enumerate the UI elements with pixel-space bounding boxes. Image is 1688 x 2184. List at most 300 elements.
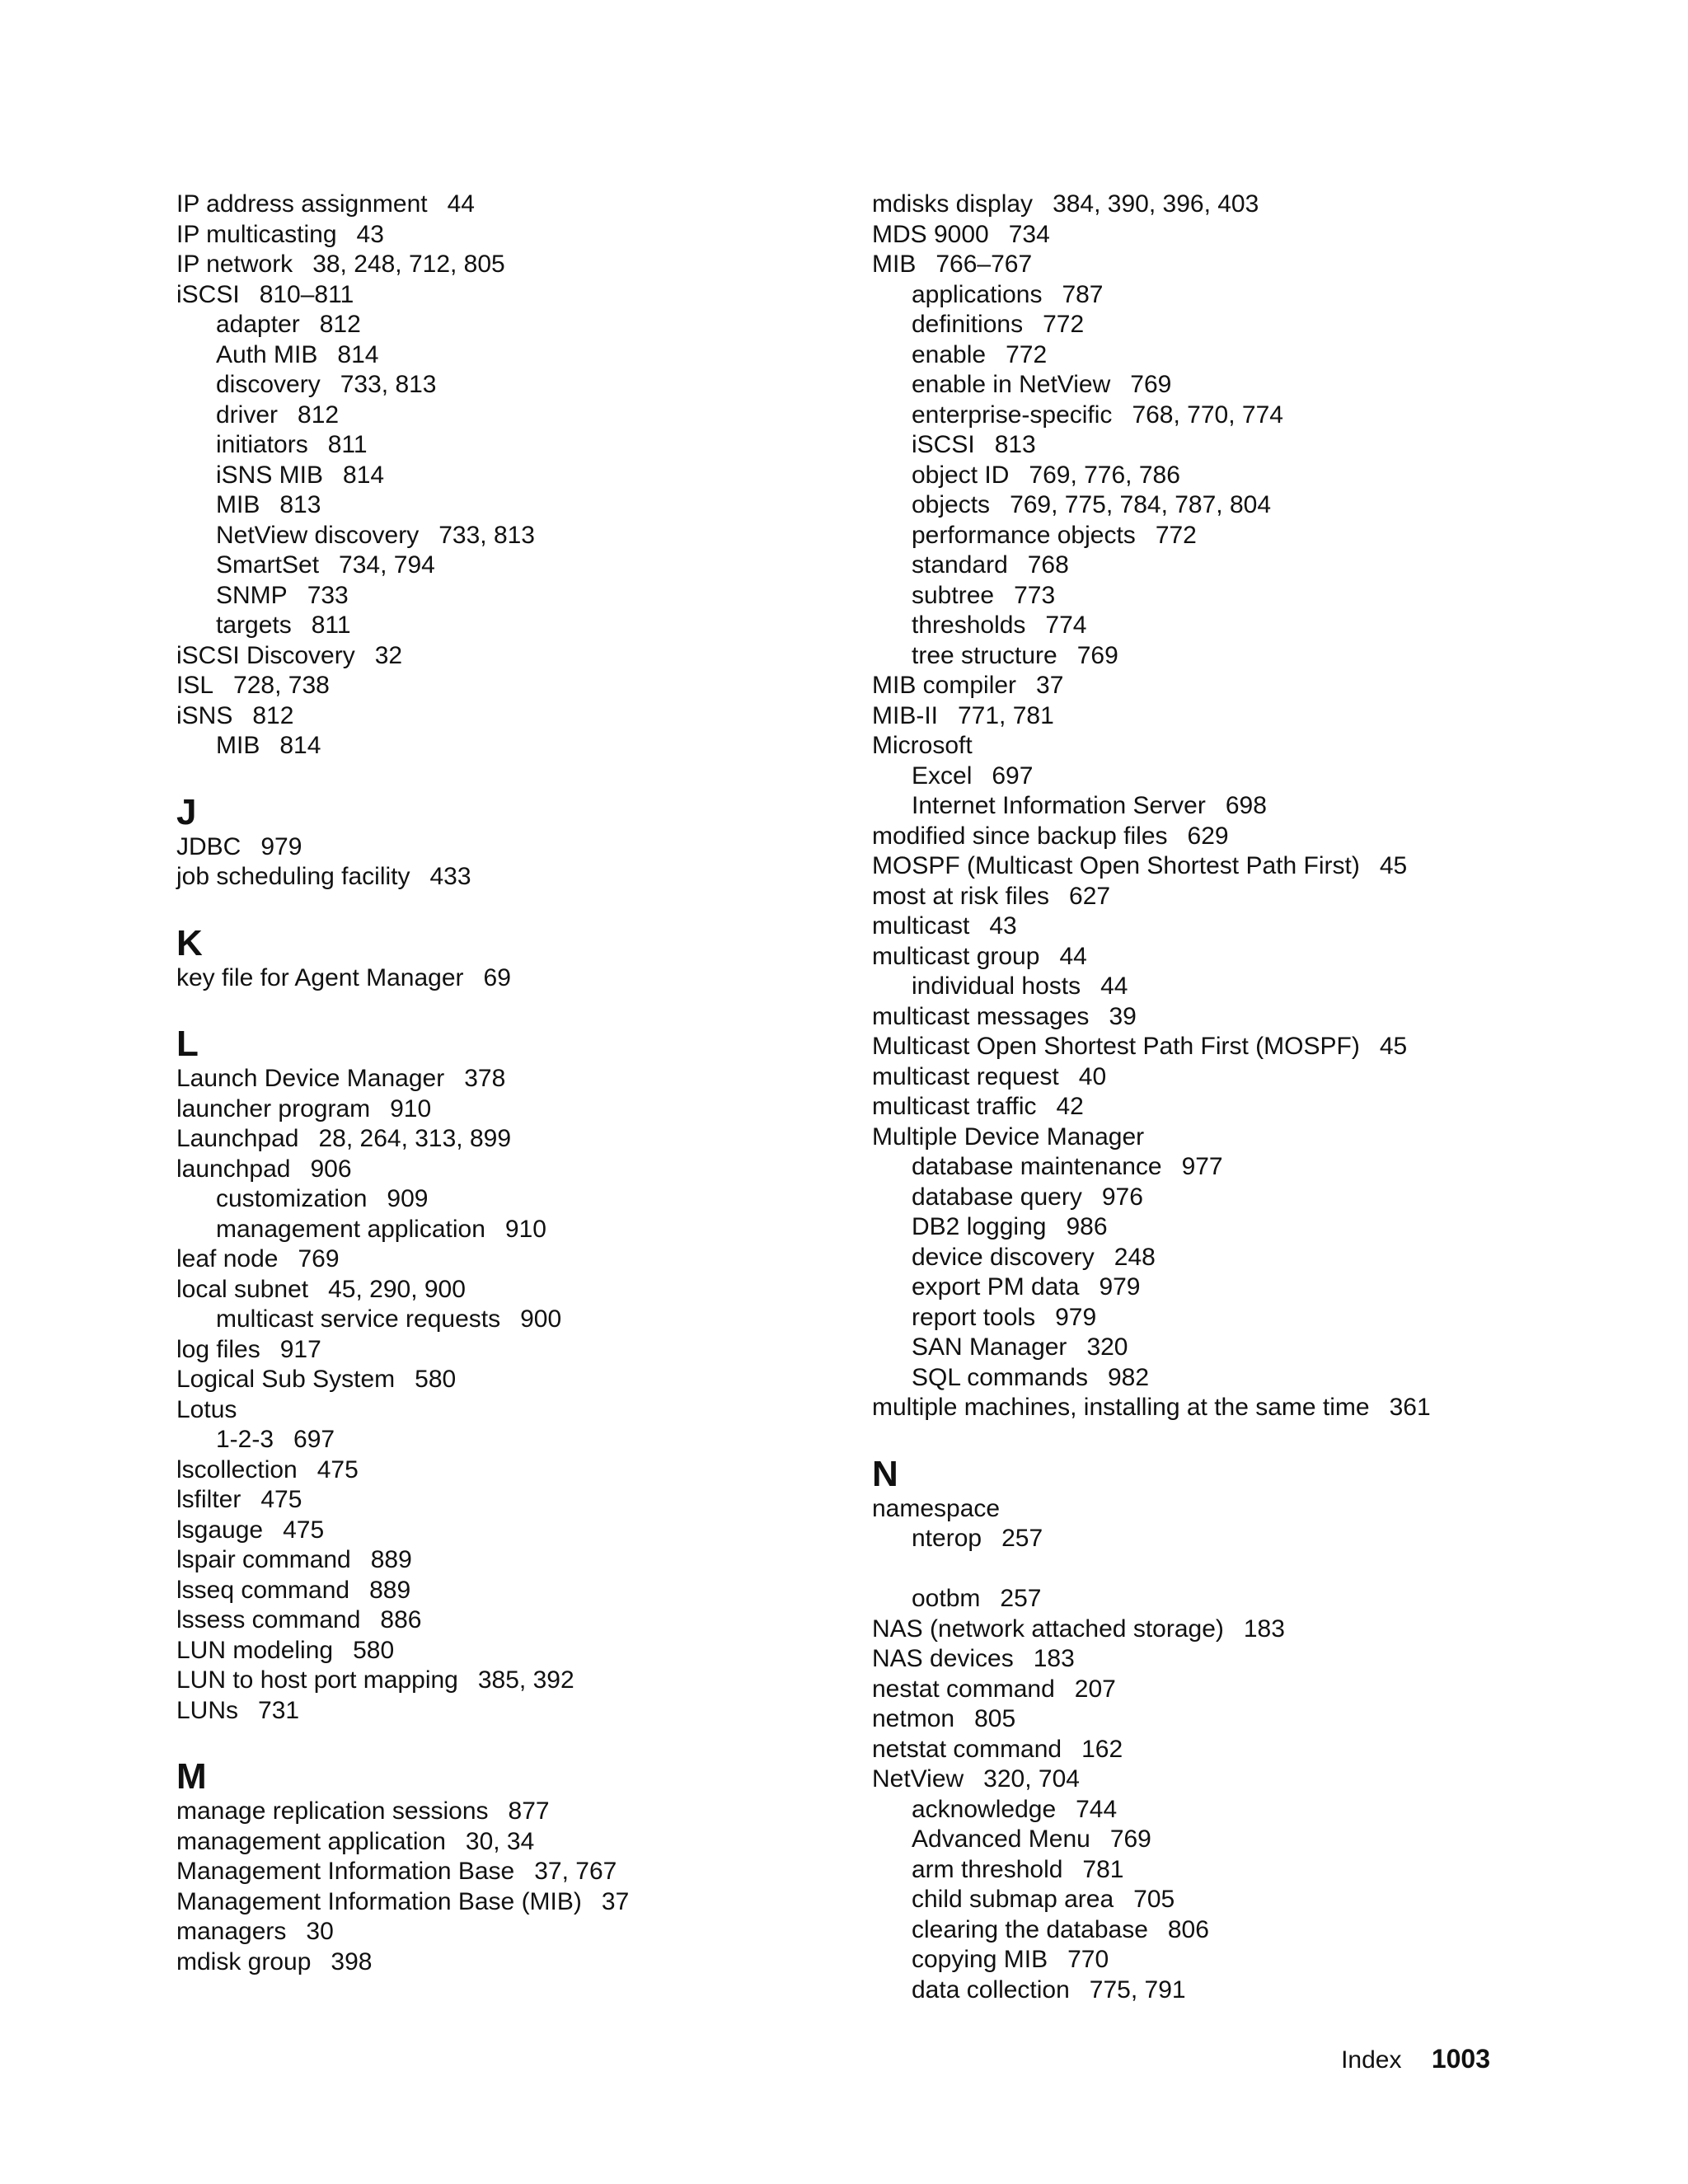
page-references: 979 — [1055, 1303, 1097, 1331]
index-entry — [176, 832, 836, 863]
index-entry — [176, 1605, 836, 1636]
page-references: 257 — [1001, 1525, 1043, 1552]
index-term: netmon — [872, 1705, 955, 1732]
index-term: DB2 logging — [912, 1213, 1047, 1240]
index-term: applications — [912, 280, 1043, 308]
index-subentry — [176, 1184, 836, 1215]
index-term: arm threshold — [912, 1855, 1063, 1883]
section-letter-heading: J — [176, 791, 197, 832]
index-entry — [176, 280, 836, 311]
index-entry — [176, 671, 836, 701]
page-references: 37, 767 — [534, 1858, 617, 1885]
page-references: 42 — [1056, 1093, 1084, 1120]
page-references: 45 — [1379, 1033, 1408, 1060]
index-term: multicast service requests — [216, 1305, 501, 1333]
index-subentry — [176, 461, 836, 491]
index-term: Logical Sub System — [176, 1366, 396, 1393]
index-entry — [872, 1494, 1614, 1525]
page-references: 733 — [307, 581, 349, 609]
page-references: 812 — [298, 401, 340, 429]
page-references: 813 — [279, 491, 321, 518]
page-references: 69 — [483, 963, 511, 991]
index-subentry — [176, 370, 836, 401]
page-references: 475 — [260, 1486, 302, 1513]
index-subentry — [176, 340, 836, 371]
index-term: launcher program — [176, 1094, 371, 1122]
page-references: 733, 813 — [438, 521, 535, 549]
index-subentry — [176, 521, 836, 551]
page-references: 734, 794 — [339, 551, 435, 579]
page-references: 982 — [1107, 1363, 1150, 1391]
index-term: objects — [912, 491, 991, 518]
index-entry — [176, 220, 836, 251]
index-term: management application — [216, 1215, 485, 1243]
page-references: 385, 392 — [477, 1666, 574, 1694]
index-entry — [872, 1122, 1614, 1153]
index-term: Advanced Menu — [912, 1825, 1090, 1853]
index-entry — [176, 1947, 836, 1978]
index-subentry — [872, 1363, 1614, 1394]
index-term: lscollection — [176, 1455, 298, 1483]
index-entry — [176, 1636, 836, 1666]
index-term: discovery — [216, 371, 321, 398]
index-term: management application — [176, 1827, 446, 1855]
index-subentry — [176, 581, 836, 612]
index-entry — [176, 1485, 836, 1516]
index-entry — [872, 671, 1614, 701]
index-term: report tools — [912, 1303, 1036, 1331]
index-term: iSCSI — [912, 431, 975, 458]
index-entry — [176, 1797, 836, 1827]
index-entry — [176, 1696, 836, 1727]
index-term: IP multicasting — [176, 220, 337, 248]
index-subentry — [176, 1425, 836, 1455]
index-subentry — [176, 490, 836, 521]
index-term: MIB — [216, 491, 260, 518]
page-references: 909 — [387, 1185, 429, 1212]
index-subentry — [872, 611, 1614, 641]
index-subentry — [872, 490, 1614, 521]
index-term: lsfilter — [176, 1486, 241, 1513]
index-term: netstat command — [872, 1735, 1062, 1763]
page-references: 769 — [1076, 641, 1118, 669]
index-term: acknowledge — [912, 1795, 1057, 1823]
section-letter-heading: L — [176, 1024, 199, 1064]
page-references: 629 — [1187, 822, 1229, 850]
index-subentry — [176, 611, 836, 641]
page-references: 769, 776, 786 — [1029, 461, 1180, 489]
index-term: NAS devices — [872, 1645, 1014, 1672]
page-references: 774 — [1045, 612, 1087, 639]
page-references: 733, 813 — [340, 371, 437, 398]
page-references: 744 — [1076, 1795, 1118, 1823]
index-term: lspair command — [176, 1546, 351, 1573]
index-term: key file for Agent Manager — [176, 963, 464, 991]
index-entry — [176, 1545, 836, 1576]
index-term: enterprise-specific — [912, 401, 1113, 429]
page-references: 766–767 — [935, 251, 1033, 278]
index-term: JDBC — [176, 832, 241, 860]
index-subentry — [176, 551, 836, 581]
page-references: 775, 791 — [1089, 1975, 1186, 2004]
index-term: SAN Manager — [912, 1333, 1067, 1361]
index-entry — [872, 731, 1614, 762]
page-references: 44 — [1100, 972, 1128, 1000]
blank-line — [872, 1554, 1614, 1585]
index-subentry — [872, 1243, 1614, 1273]
page-references: 976 — [1101, 1183, 1143, 1211]
page-references: 917 — [279, 1335, 321, 1363]
index-term: data collection — [912, 1975, 1070, 2004]
index-subentry — [872, 1975, 1614, 2006]
page-references: 248 — [1114, 1243, 1156, 1271]
page-references: 900 — [520, 1305, 562, 1333]
index-term: IP address assignment — [176, 190, 428, 218]
index-subentry — [872, 1584, 1614, 1615]
index-term: lssess command — [176, 1606, 361, 1633]
index-entry — [176, 1455, 836, 1486]
index-term: database maintenance — [912, 1153, 1162, 1180]
page-references: 627 — [1069, 882, 1111, 910]
index-entry — [176, 1827, 836, 1858]
page-references: 811 — [311, 612, 351, 639]
page-references: 770 — [1067, 1946, 1109, 1973]
index-entry — [176, 1124, 836, 1155]
index-entry — [176, 1395, 836, 1426]
page-references: 813 — [994, 431, 1036, 458]
index-term: iSNS — [176, 701, 233, 729]
index-term: customization — [216, 1185, 368, 1212]
page-references: 207 — [1074, 1675, 1116, 1703]
index-term: MOSPF (Multicast Open Shortest Path First) — [872, 852, 1360, 879]
index-term: ISL — [176, 672, 214, 699]
page-references: 814 — [279, 732, 321, 759]
page-footer — [1341, 2044, 1490, 2075]
index-term: tree structure — [912, 641, 1057, 669]
page-references: 731 — [258, 1696, 300, 1724]
index-term: multiple machines, installing at the same time — [872, 1394, 1370, 1421]
index-entry — [176, 1887, 836, 1918]
page-references: 39 — [1109, 1002, 1137, 1030]
index-term: NAS (network attached storage) — [872, 1615, 1224, 1643]
page-references: 811 — [327, 431, 368, 458]
index-term: manage replication sessions — [176, 1797, 489, 1825]
index-term: multicast traffic — [872, 1093, 1037, 1120]
index-term: local subnet — [176, 1275, 309, 1303]
index-entry — [872, 250, 1614, 280]
page-references: 705 — [1133, 1886, 1175, 1913]
index-term: device discovery — [912, 1243, 1095, 1271]
index-subentry — [872, 1915, 1614, 1946]
index-term: leaf node — [176, 1245, 279, 1272]
index-term: targets — [216, 612, 292, 639]
index-entry — [176, 1335, 836, 1366]
index-term: namespace — [872, 1494, 1001, 1522]
index-subentry — [872, 1524, 1614, 1554]
index-term: Management Information Base (MIB) — [176, 1887, 582, 1915]
page-references: 37 — [601, 1887, 630, 1915]
index-term: nterop — [912, 1525, 982, 1552]
page-references: 44 — [447, 190, 475, 218]
page-references: 734 — [1008, 220, 1050, 248]
index-term: log files — [176, 1335, 260, 1363]
page-references: 979 — [260, 832, 302, 860]
index-term: SmartSet — [216, 551, 320, 579]
index-term: Microsoft — [872, 732, 973, 759]
page-references: 43 — [989, 912, 1017, 940]
index-term: most at risk files — [872, 882, 1050, 910]
index-subentry — [176, 1215, 836, 1245]
page-references: 580 — [415, 1366, 457, 1393]
index-subentry — [872, 1212, 1614, 1243]
index-term: multicast request — [872, 1062, 1059, 1090]
index-term: iSCSI — [176, 280, 240, 308]
index-entry — [872, 912, 1614, 942]
index-term: lsseq command — [176, 1576, 350, 1604]
index-term: LUNs — [176, 1696, 239, 1724]
footer-label: Index — [1341, 2046, 1402, 2074]
page-references: 787 — [1062, 280, 1104, 308]
index-term: driver — [216, 401, 279, 429]
index-term: Launchpad — [176, 1125, 299, 1152]
page-references: 877 — [508, 1797, 550, 1825]
index-subentry — [872, 1272, 1614, 1303]
section-letter-heading: N — [872, 1453, 898, 1494]
index-term: database query — [912, 1183, 1082, 1211]
index-subentry — [872, 1885, 1614, 1915]
index-term: ootbm — [912, 1585, 981, 1612]
index-subentry — [176, 401, 836, 431]
index-term: Multiple Device Manager — [872, 1122, 1145, 1151]
index-term: modified since backup files — [872, 822, 1168, 850]
index-column-right — [872, 190, 1614, 2005]
index-term: mdisk group — [176, 1947, 312, 1975]
index-term: multicast group — [872, 942, 1040, 970]
index-term: MIB — [872, 251, 917, 278]
page-references: 986 — [1066, 1213, 1108, 1240]
index-entry — [176, 1516, 836, 1546]
index-entry — [176, 250, 836, 280]
page-references: 906 — [310, 1155, 352, 1183]
page-references: 38, 248, 712, 805 — [312, 251, 505, 278]
page-references: 814 — [343, 461, 385, 489]
index-entry — [176, 1064, 836, 1094]
page-references: 768, 770, 774 — [1132, 401, 1283, 429]
page-references: 433 — [429, 863, 471, 890]
page-references: 769 — [1130, 371, 1172, 398]
index-subentry — [872, 1183, 1614, 1213]
page-references: 183 — [1243, 1615, 1285, 1643]
index-subentry — [176, 1305, 836, 1335]
index-term: iSCSI Discovery — [176, 641, 355, 669]
section-letter-heading: M — [176, 1756, 207, 1797]
page-references: 771, 781 — [958, 701, 1054, 729]
index-term: clearing the database — [912, 1915, 1148, 1943]
page-references: 977 — [1181, 1153, 1223, 1180]
index-entry — [872, 1002, 1614, 1033]
index-entry — [176, 1155, 836, 1185]
page-references: 810–811 — [259, 280, 354, 308]
index-term: mdisks display — [872, 190, 1034, 218]
page-references: 805 — [974, 1705, 1016, 1732]
index-term: enable in NetView — [912, 371, 1111, 398]
index-term: Excel — [912, 762, 973, 790]
index-term: MDS 9000 — [872, 220, 989, 248]
index-subentry — [176, 430, 836, 461]
index-term: nestat command — [872, 1675, 1055, 1703]
index-entry — [176, 963, 836, 994]
index-entry — [872, 1062, 1614, 1093]
index-term: Auth MIB — [216, 340, 318, 368]
index-term: Lotus — [176, 1395, 237, 1423]
index-entry — [176, 862, 836, 893]
index-entry — [872, 1735, 1614, 1765]
index-term: SQL commands — [912, 1363, 1088, 1391]
index-term: IP network — [176, 251, 293, 278]
index-term: SNMP — [216, 581, 288, 609]
index-entry — [872, 851, 1614, 882]
index-subentry — [872, 581, 1614, 612]
index-entry — [872, 1393, 1614, 1423]
index-term: object ID — [912, 461, 1010, 489]
index-term: Launch Device Manager — [176, 1065, 445, 1092]
section-letter-heading: K — [176, 922, 203, 963]
page-references: 773 — [1014, 581, 1056, 609]
page-references: 769 — [298, 1245, 340, 1272]
page-references: 384, 390, 396, 403 — [1053, 190, 1259, 218]
index-entry — [176, 1244, 836, 1275]
index-term: subtree — [912, 581, 995, 609]
page-references: 814 — [337, 340, 379, 368]
index-term: Multicast Open Shortest Path First (MOSPF) — [872, 1033, 1360, 1060]
page-references: 183 — [1033, 1645, 1075, 1672]
page-references: 30, 34 — [465, 1827, 535, 1855]
index-subentry — [872, 280, 1614, 311]
index-term: managers — [176, 1918, 287, 1945]
index-subentry — [872, 521, 1614, 551]
index-subentry — [872, 401, 1614, 431]
index-entry — [176, 1365, 836, 1395]
page-references: 772 — [1155, 521, 1197, 549]
index-subentry — [872, 762, 1614, 792]
index-term: MIB-II — [872, 701, 938, 729]
index-entry — [872, 942, 1614, 972]
page-references: 889 — [369, 1576, 411, 1604]
index-entry — [872, 882, 1614, 912]
index-entry — [176, 1094, 836, 1125]
index-entry — [872, 1032, 1614, 1062]
index-term: NetView discovery — [216, 521, 420, 549]
index-term: job scheduling facility — [176, 863, 410, 890]
page-references: 728, 738 — [233, 672, 330, 699]
index-entry — [872, 822, 1614, 852]
page-references: 910 — [390, 1094, 432, 1122]
index-entry — [872, 190, 1614, 220]
index-entry — [872, 1765, 1614, 1795]
page-number: 1003 — [1431, 2044, 1490, 2074]
index-subentry — [872, 1825, 1614, 1855]
index-subentry — [872, 641, 1614, 672]
index-term: multicast messages — [872, 1002, 1090, 1030]
page-references: 979 — [1099, 1273, 1141, 1301]
index-term: definitions — [912, 311, 1024, 338]
index-term: MIB — [216, 732, 260, 759]
index-subentry — [872, 1333, 1614, 1363]
page-references: 43 — [356, 220, 384, 248]
index-term: LUN modeling — [176, 1636, 334, 1664]
index-term: Management Information Base — [176, 1858, 515, 1885]
page-references: 812 — [252, 701, 294, 729]
index-term: thresholds — [912, 612, 1026, 639]
page-references: 698 — [1225, 792, 1267, 819]
index-subentry — [872, 430, 1614, 461]
index-subentry — [872, 340, 1614, 371]
page-references: 697 — [293, 1426, 335, 1453]
index-subentry — [872, 1303, 1614, 1333]
index-entry — [872, 1615, 1614, 1645]
page-references: 475 — [283, 1516, 325, 1544]
index-term: individual hosts — [912, 972, 1081, 1000]
page-references: 320 — [1086, 1333, 1128, 1361]
page-references: 45 — [1379, 852, 1408, 879]
index-term: enable — [912, 340, 987, 368]
index-term: adapter — [216, 311, 300, 338]
index-term: launchpad — [176, 1155, 291, 1183]
page-references: 697 — [992, 762, 1034, 790]
page-references: 32 — [374, 641, 403, 669]
index-subentry — [872, 1855, 1614, 1886]
index-entry — [872, 1704, 1614, 1735]
index-entry — [176, 1917, 836, 1947]
index-entry — [176, 1857, 836, 1887]
index-term: export PM data — [912, 1273, 1080, 1301]
index-entry — [872, 1675, 1614, 1705]
index-subentry — [872, 461, 1614, 491]
index-term: lsgauge — [176, 1516, 264, 1544]
index-subentry — [872, 1795, 1614, 1825]
index-entry — [176, 641, 836, 672]
page-references: 257 — [1000, 1585, 1042, 1612]
page-references: 40 — [1078, 1062, 1107, 1090]
index-term: performance objects — [912, 521, 1136, 549]
page-references: 769, 775, 784, 787, 804 — [1010, 491, 1272, 518]
index-term: Internet Information Server — [912, 792, 1206, 819]
page-references: 361 — [1389, 1394, 1431, 1421]
page-references: 162 — [1081, 1735, 1123, 1763]
index-term: copying MIB — [912, 1946, 1048, 1973]
page-references: 398 — [331, 1947, 373, 1975]
page-references: 580 — [353, 1636, 395, 1664]
page-references: 768 — [1027, 551, 1069, 579]
index-subentry — [872, 972, 1614, 1002]
page-references: 37 — [1036, 672, 1064, 699]
index-term: initiators — [216, 431, 308, 458]
page-references: 44 — [1059, 942, 1087, 970]
page-references: 769 — [1109, 1825, 1151, 1853]
index-entry — [872, 1092, 1614, 1122]
index-entry — [176, 701, 836, 732]
index-entry — [176, 190, 836, 220]
index-term: MIB compiler — [872, 672, 1017, 699]
page-references: 320, 704 — [983, 1765, 1080, 1793]
page-references: 889 — [370, 1546, 412, 1573]
page-references: 30 — [306, 1918, 334, 1945]
index-term: LUN to host port mapping — [176, 1666, 458, 1694]
index-term: multicast — [872, 912, 970, 940]
index-entry — [872, 701, 1614, 732]
index-term: child submap area — [912, 1886, 1114, 1913]
index-subentry — [872, 310, 1614, 340]
